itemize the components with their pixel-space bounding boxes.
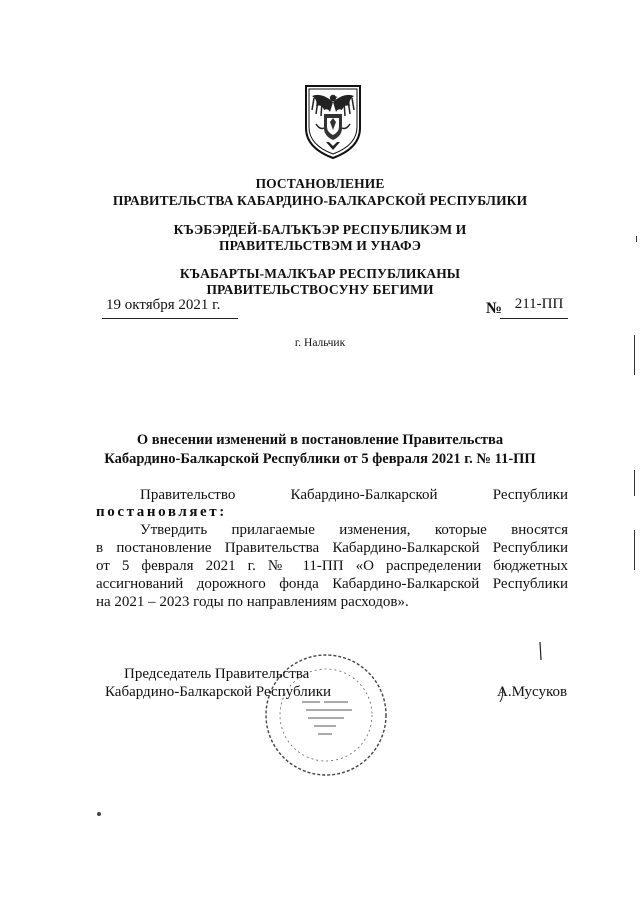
handwritten-signature [488,640,558,704]
city: г. Нальчик [294,337,346,349]
para-line-3: от 5 февраля 2021 г. № 11-ПП «О распределении бюджетных [96,558,568,574]
gov-word-2: Кабардино-Балкарской [290,487,438,503]
scan-mark [634,530,635,570]
doc-date: 19 октября 2021 г. [106,297,221,313]
gov-word-1: Правительство [140,487,236,503]
coat-of-arms-icon [302,84,364,160]
org-name-kab: КЪЭБЭРДЕЙ-БАЛЪКЪЭР РЕСПУБЛИКЭМ И ПРАВИТЕЛЬСТВЭМ И УНАФЭ [173,222,467,253]
signer-position-line2: Кабардино-Балкарской Республики [105,684,332,700]
gov-line [140,486,568,504]
doc-number: 211-ПП [514,296,564,312]
scan-mark [634,470,635,496]
date-underline [102,318,238,319]
para-line-4: ассигнований дорожного фонда Кабардино-Балкарской Республики [96,576,568,592]
scan-mark [634,335,635,375]
doc-type: ПОСТАНОВЛЕНИЕ [255,176,385,191]
scan-mark [636,236,637,242]
number-underline [500,318,568,319]
scan-dot [97,812,101,816]
gov-word-3: Республики [492,487,568,503]
signer-name: А.Мусуков [497,684,568,700]
number-sign: № [486,300,503,317]
doc-title-line1: О внесении изменений в постановление Правительства [136,432,504,448]
doc-title-line2: Кабардино-Балкарской Республики от 5 февраля 2021 г. № 11-ПП [104,451,536,467]
para-line-2: в постановление Правительства Кабардино-Балкарской Республики [96,540,568,556]
doc-title [60,431,580,469]
signer-position-line1: Председатель Правительства [124,666,310,682]
resolves: постановляет: [96,504,227,520]
org-name-bal: КЪАБАРТЫ-МАЛКЪАР РЕСПУБЛИКАНЫ ПРАВИТЕЛЬСТВОСУНУ БЕГИМИ [179,266,461,297]
org-name-ru: ПРАВИТЕЛЬСТВА КАБАРДИНО-БАЛКАРСКОЙ РЕСПУБЛИКИ [112,193,528,208]
para-line-5: на 2021 – 2023 годы по направлениям расходов». [96,594,409,610]
doc-date-block [106,296,238,318]
para-line-1: Утвердить прилагаемые изменения, которые вносятся [140,522,568,538]
